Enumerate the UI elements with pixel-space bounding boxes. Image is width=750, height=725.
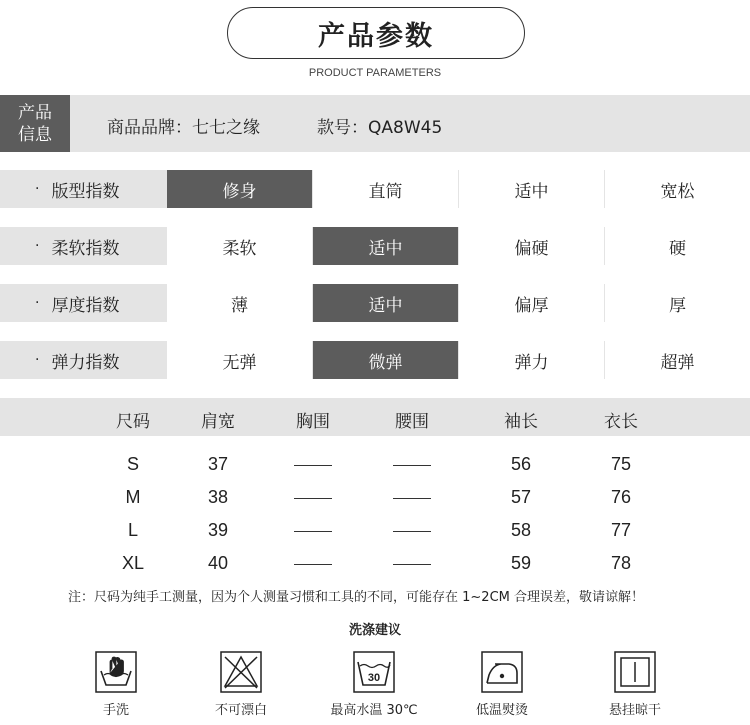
- table-cell: S: [126, 454, 139, 474]
- model-number-text: 款号：QA8W45: [317, 118, 443, 138]
- table-cell-empty: [393, 564, 431, 565]
- table-cell: 56: [510, 454, 532, 474]
- table-cell-empty: [294, 531, 332, 532]
- index-label: · 厚度指数: [35, 295, 120, 316]
- product-info-tag-line2: 信息: [18, 124, 52, 145]
- index-option: 薄: [167, 284, 312, 322]
- care-label: 悬挂晾干: [608, 703, 661, 718]
- index-label: · 版型指数: [35, 181, 120, 202]
- column-header: 腰围: [395, 412, 429, 432]
- table-cell: 39: [207, 520, 229, 540]
- table-cell: 77: [610, 520, 632, 540]
- table-row: [0, 516, 750, 544]
- no-bleach-icon: [220, 651, 262, 693]
- index-option: 偏厚: [459, 284, 604, 322]
- index-option: 无弹: [167, 341, 312, 379]
- index-option: 适中: [313, 284, 458, 322]
- table-cell: 59: [510, 553, 532, 573]
- index-row-fit: [0, 170, 750, 208]
- care-item-wash-30: [319, 651, 429, 718]
- column-header: 衣长: [604, 412, 638, 432]
- index-row-thickness: [0, 284, 750, 322]
- wash-section-title: 洗涤建议: [348, 623, 401, 638]
- table-cell-empty: [393, 498, 431, 499]
- index-label: · 弹力指数: [35, 352, 120, 373]
- measurement-note: 注：尺码为纯手工测量，因为个人测量习惯和工具的不同，可能存在 1~2CM 合理误差，敬请谅解！: [68, 590, 644, 605]
- index-option: 偏硬: [459, 227, 604, 265]
- index-option: 直筒: [313, 170, 458, 208]
- column-header: 袖长: [504, 412, 538, 432]
- column-header: 尺码: [116, 412, 150, 432]
- column-header: 肩宽: [201, 412, 235, 432]
- table-cell: L: [127, 520, 138, 540]
- hang-dry-icon: [614, 651, 656, 693]
- index-option: 修身: [167, 170, 312, 208]
- table-cell: 38: [207, 487, 229, 507]
- table-cell: XL: [121, 553, 145, 573]
- brand-text: 商品品牌：七七之缘: [107, 118, 260, 138]
- table-cell: 40: [207, 553, 229, 573]
- index-option: 适中: [459, 170, 604, 208]
- care-item-hand-wash: [61, 651, 171, 718]
- table-cell-empty: [393, 465, 431, 466]
- index-option: 微弹: [313, 341, 458, 379]
- table-cell-empty: [294, 498, 332, 499]
- page-title: 产品参数: [227, 7, 525, 59]
- table-cell-empty: [294, 465, 332, 466]
- table-row: [0, 450, 750, 478]
- care-label: 不可漂白: [214, 703, 267, 718]
- table-row: [0, 549, 750, 577]
- table-cell: 57: [510, 487, 532, 507]
- table-cell: 58: [510, 520, 532, 540]
- care-item-hang-dry: [580, 651, 690, 718]
- index-option: 宽松: [605, 170, 750, 208]
- product-info-tag: [0, 95, 70, 152]
- index-option: 超弹: [605, 341, 750, 379]
- wash-temperature-text: 30: [367, 672, 381, 684]
- table-cell: 78: [610, 553, 632, 573]
- table-cell: 76: [610, 487, 632, 507]
- table-cell-empty: [294, 564, 332, 565]
- size-table-header: [0, 398, 750, 436]
- table-cell: 37: [207, 454, 229, 474]
- table-row: [0, 483, 750, 511]
- table-cell: 75: [610, 454, 632, 474]
- hand-wash-icon: [95, 651, 137, 693]
- index-option: 适中: [313, 227, 458, 265]
- index-option: 硬: [605, 227, 750, 265]
- table-cell: M: [125, 487, 141, 507]
- index-label: · 柔软指数: [35, 238, 120, 259]
- index-row-elasticity: [0, 341, 750, 379]
- product-info-tag-line1: 产品: [18, 102, 52, 123]
- index-option: 柔软: [167, 227, 312, 265]
- wash-30-icon: [353, 651, 395, 693]
- care-item-no-bleach: [186, 651, 296, 718]
- column-header: 胸围: [296, 412, 330, 432]
- care-label: 低温熨烫: [475, 703, 528, 718]
- care-item-low-iron: [447, 651, 557, 718]
- care-label: 最高水温 30℃: [330, 703, 418, 718]
- index-option: 厚: [605, 284, 750, 322]
- care-label: 手洗: [102, 703, 129, 718]
- low-iron-icon: [481, 651, 523, 693]
- product-info-bar: [0, 95, 750, 152]
- index-option: 弹力: [459, 341, 604, 379]
- page-subtitle: PRODUCT PARAMETERS: [308, 67, 442, 79]
- index-row-softness: [0, 227, 750, 265]
- table-cell-empty: [393, 531, 431, 532]
